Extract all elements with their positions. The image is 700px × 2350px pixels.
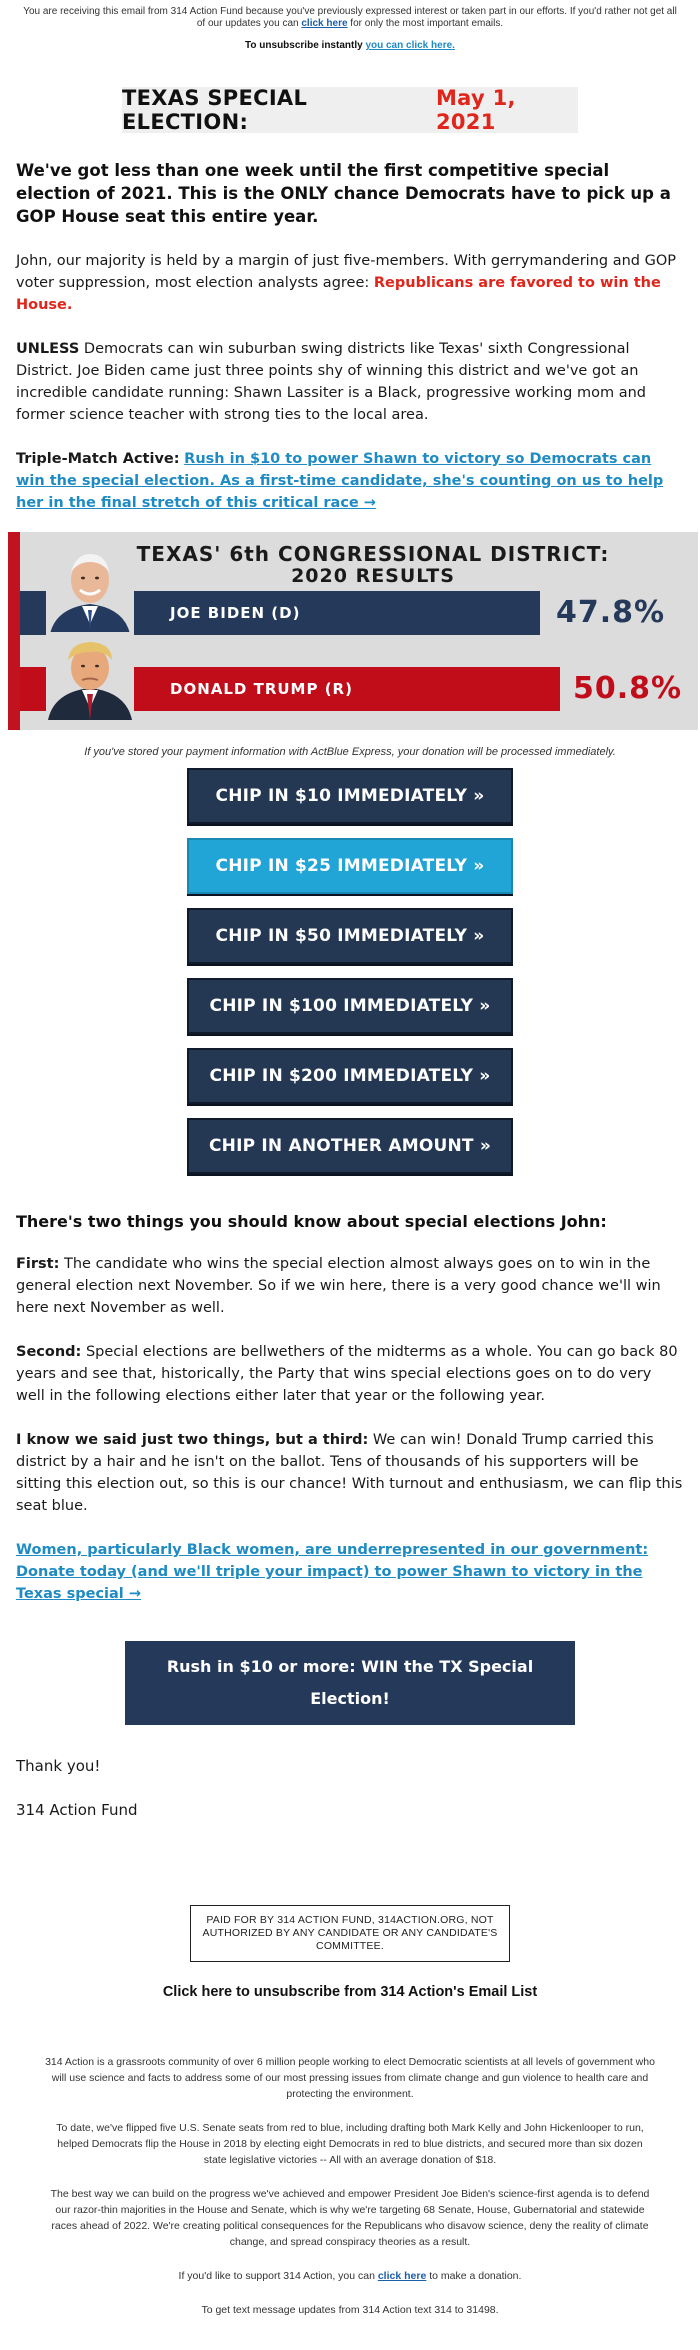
rush-in-link[interactable]: Rush in $10 to power Shawn to victory so Democrats can win the special election. As a first-time candidate, she's counting on us to help her in the final stretch of this critical race → — [16, 451, 664, 511]
second-text: Special elections are bellwethers of the midterms as a whole. You can go back 80 years and see that, historically, the Party that wins special elections goes on to do very well in the following elections either later that year or the following year. — [16, 1344, 678, 1404]
unless-bold: UNLESS — [16, 341, 80, 357]
headline-main: TEXAS SPECIAL ELECTION: — [122, 86, 308, 134]
biden-label: JOE BIDEN (D) — [170, 604, 301, 622]
chip-in-50-button[interactable]: CHIP IN $50 IMMEDIATELY » — [187, 908, 513, 964]
headline-date: May 1, 2021 — [435, 86, 516, 134]
footer-support-text-end: to make a donation. — [426, 2270, 522, 2282]
first-text: The candidate who wins the special election almost always goes on to win in the general election next November. So if we win here, there is a very good chance we'll win here next November as well. — [16, 1256, 661, 1316]
footer-support-text: If you'd like to support 314 Action, you can — [178, 2270, 378, 2282]
unless-paragraph — [16, 338, 684, 426]
first-paragraph — [16, 1253, 684, 1319]
instant-unsubscribe — [0, 40, 700, 51]
win-tx-special-button[interactable]: Rush in $10 or more: WIN the TX Special Election! — [125, 1641, 575, 1725]
chip-in-25-button[interactable]: CHIP IN $25 IMMEDIATELY » — [187, 838, 513, 894]
results-subtitle: 2020 RESULTS — [291, 565, 455, 587]
chip-in-other-amount-button[interactable]: CHIP IN ANOTHER AMOUNT » — [187, 1118, 513, 1174]
org-signature: 314 Action Fund — [16, 1801, 138, 1819]
footer-record: To date, we've flipped five U.S. Senate seats from red to blue, including drafting both Mark Kelly and John Hickenlooper to run, helped Democrats flip the House in 2018 by electing eight Democrats in red to blue districts, and secured more than six dozen state legislative victories -- All with an average donation of $18. — [56, 2122, 644, 2166]
footer-donate-link[interactable]: click here — [377, 2270, 427, 2282]
trump-portrait-icon — [46, 632, 134, 720]
footer-agenda: The best way we can build on the progress we've achieved and empower President Joe Biden's science-first agenda is to defend our razor-thin majorities in the House and Senate, which is why we're targeting 68 Senate, House, Gubernatorial and statewide races ahead of 2022. We're creating political consequences for the Republicans who disavow science, deny the reality of climate change, and spread conspiracy theories as a result. — [50, 2188, 650, 2248]
women-paragraph — [16, 1539, 684, 1605]
third-label: I know we said just two things, but a third: — [16, 1432, 369, 1448]
actblue-note: If you've stored your payment information with ActBlue Express, your donation will be processed immediately. — [84, 746, 616, 758]
footer-text-updates: To get text message updates from 314 Action text 314 to 31498. — [201, 2304, 499, 2316]
instant-unsubscribe-text: To unsubscribe instantly — [245, 40, 366, 51]
biden-percent: 47.8% — [556, 595, 666, 630]
unsubscribe-list-link[interactable]: Click here to unsubscribe from 314 Action's Email List — [162, 1984, 538, 2000]
email-body-continued — [16, 1212, 684, 1605]
first-label: First: — [16, 1256, 60, 1272]
top-notice — [20, 0, 680, 30]
top-notice-text: You are receiving this email from 314 Action Fund because you've previously expressed interest or taken part in our efforts. If you'd rather not get all of our updates you can — [23, 6, 677, 29]
triple-match-paragraph — [16, 448, 684, 514]
biden-portrait-icon — [46, 546, 134, 634]
results-title: TEXAS' 6th CONGRESSIONAL DISTRICT: — [136, 542, 610, 566]
footer-about: 314 Action is a grassroots community of over 6 million people working to elect Democratic scientists at all levels of government who will use science and facts to address some of our most pressing issues from climate change and gun violence to health care and protecting the environment. — [45, 2056, 655, 2100]
important-emails-link[interactable]: click here — [301, 18, 348, 29]
chip-in-10-button[interactable]: CHIP IN $10 IMMEDIATELY » — [187, 768, 513, 824]
top-notice-text-end: for only the most important emails. — [347, 18, 504, 29]
triple-match-label: Triple-Match Active: — [16, 451, 180, 467]
third-text: We can win! Donald Trump carried this district by a hair and he isn't on the ballot. Tens of thousands of his supporters will be sitting this election out, so this is our chance! With turnout and enthusiasm, we can flip this seat blue. — [16, 1432, 683, 1514]
chip-in-200-button[interactable]: CHIP IN $200 IMMEDIATELY » — [187, 1048, 513, 1104]
paid-for-disclaimer: PAID FOR BY 314 ACTION FUND, 314ACTION.ORG, NOT AUTHORIZED BY ANY CANDIDATE OR ANY CANDIDATE'S COMMITTEE. — [190, 1905, 510, 1962]
second-label: Second: — [16, 1344, 82, 1360]
chip-in-100-button[interactable]: CHIP IN $100 IMMEDIATELY » — [187, 978, 513, 1034]
headline-banner — [122, 87, 578, 133]
majority-text: John, our majority is held by a margin of just five-members. With gerrymandering and GOP voter suppression, most election analysts agree: — [16, 253, 676, 291]
lead-paragraph: We've got less than one week until the first competitive special election of 2021. This is the ONLY chance Democrats have to pick up a GOP House seat this entire year. — [16, 161, 671, 226]
results-graphic[interactable] — [8, 532, 698, 730]
unless-text: Democrats can win suburban swing districts like Texas' sixth Congressional District. Joe Biden came just three points shy of winning this district and we've got an incredible candidate running: Shawn Lassiter is a Black, progressive working mom and former science teacher with strong ties to the local area. — [16, 341, 646, 423]
women-donate-link[interactable]: Women, particularly Black women, are underrepresented in our government: Donate today (and we'll triple your impact) to power Shawn to victory in the Texas special → — [16, 1542, 649, 1602]
footer-support — [45, 2268, 655, 2284]
trump-percent: 50.8% — [573, 671, 683, 706]
third-paragraph — [16, 1429, 684, 1517]
trump-label: DONALD TRUMP (R) — [170, 680, 353, 698]
second-paragraph — [16, 1341, 684, 1407]
two-things-heading: There's two things you should know about special elections John: — [16, 1212, 607, 1231]
red-edge-accent — [8, 532, 20, 730]
majority-paragraph — [16, 250, 684, 316]
thank-you-text: Thank you! — [16, 1757, 101, 1775]
email-body — [16, 159, 684, 514]
footer — [45, 2054, 655, 2318]
signoff-block — [16, 1757, 684, 1819]
republicans-favored-text: Republicans are favored to win the House. — [16, 275, 661, 313]
instant-unsubscribe-link[interactable]: you can click here. — [365, 40, 455, 51]
